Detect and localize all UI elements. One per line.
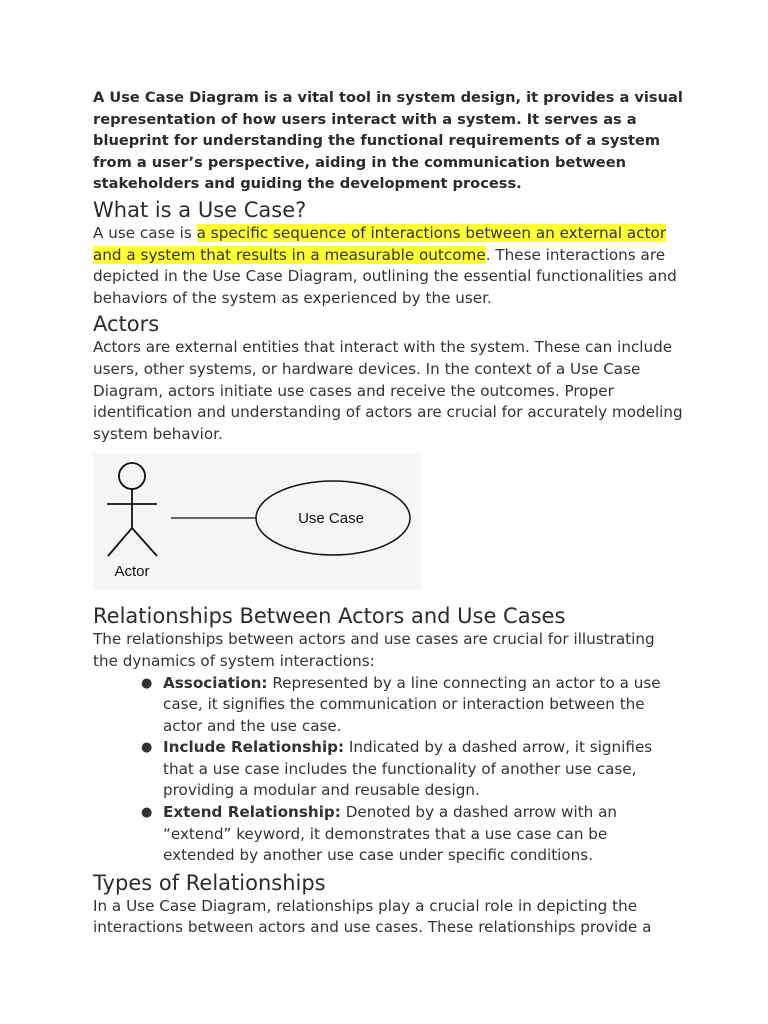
types-paragraph: In a Use Case Diagram, relationships play a crucial role in depicting the interactions between actors and use cases. These relationships provide a	[93, 896, 652, 937]
bullet-icon: ●	[141, 675, 153, 691]
actor-head	[119, 463, 145, 489]
actor-right-leg	[132, 528, 157, 556]
relationships-list	[93, 673, 683, 867]
use-case-paragraph	[93, 223, 683, 309]
actor-left-leg	[108, 528, 132, 556]
list-item-term: Extend Relationship:	[163, 803, 341, 822]
actor-label: Actor	[114, 563, 150, 581]
actors-paragraph: Actors are external entities that interact with the system. These can include users, other systems, or hardware devices. In the context of a Use Case Diagram, actors initiate use cases and receive the outcomes. Proper identification and understanding of actors are crucial for accurately modeling system behavior.	[93, 338, 683, 443]
list-item-text: Represented by a line connecting an actor to a use case, it signifies the communication or interaction between the actor and the use case.	[163, 673, 661, 735]
list-item-text: Indicated by a dashed arrow, it signifies that a use case includes the functionality of another use case, providing a modular and reusable design.	[163, 738, 653, 800]
relationships-intro: The relationships between actors and use cases are crucial for illustrating the dynamics of system interactions:	[93, 630, 655, 670]
use-case-diagram-image	[93, 453, 421, 590]
list-item	[141, 802, 683, 867]
document-content	[93, 87, 683, 939]
bullet-icon: ●	[141, 805, 153, 821]
list-item	[141, 673, 683, 738]
list-item-term: Include Relationship:	[163, 738, 345, 757]
list-item-text: Denoted by a dashed arrow with an “extend” keyword, it demonstrates that a use case can be extended by another use case under specific conditions.	[163, 803, 618, 865]
heading-what-is-use-case: What is a Use Case?	[93, 197, 307, 222]
bullet-icon: ●	[141, 740, 153, 756]
use-case-diagram	[93, 453, 421, 590]
use-case-label: Use Case	[298, 510, 364, 528]
use-case-text-after: . These interactions are depicted in the Use Case Diagram, outlining the essential functionalities and behaviors of the system as experienced by the user.	[93, 245, 677, 307]
use-case-highlight: a specific sequence of interactions between an external actor and a system that results in a measurable outcome	[93, 223, 667, 264]
list-item-term: Association:	[163, 673, 268, 692]
list-item	[141, 737, 683, 802]
heading-relationships: Relationships Between Actors and Use Cases	[93, 604, 566, 629]
use-case-text-before: A use case is	[93, 223, 197, 242]
heading-actors: Actors	[93, 312, 160, 337]
heading-types: Types of Relationships	[93, 870, 326, 895]
intro-paragraph: A Use Case Diagram is a vital tool in system design, it provides a visual representation of how users interact with a system. It serves as a blueprint for understanding the functional requirements of a system from a user’s perspective, aiding in the communication between stakeholders and guiding the development process.	[93, 89, 683, 193]
